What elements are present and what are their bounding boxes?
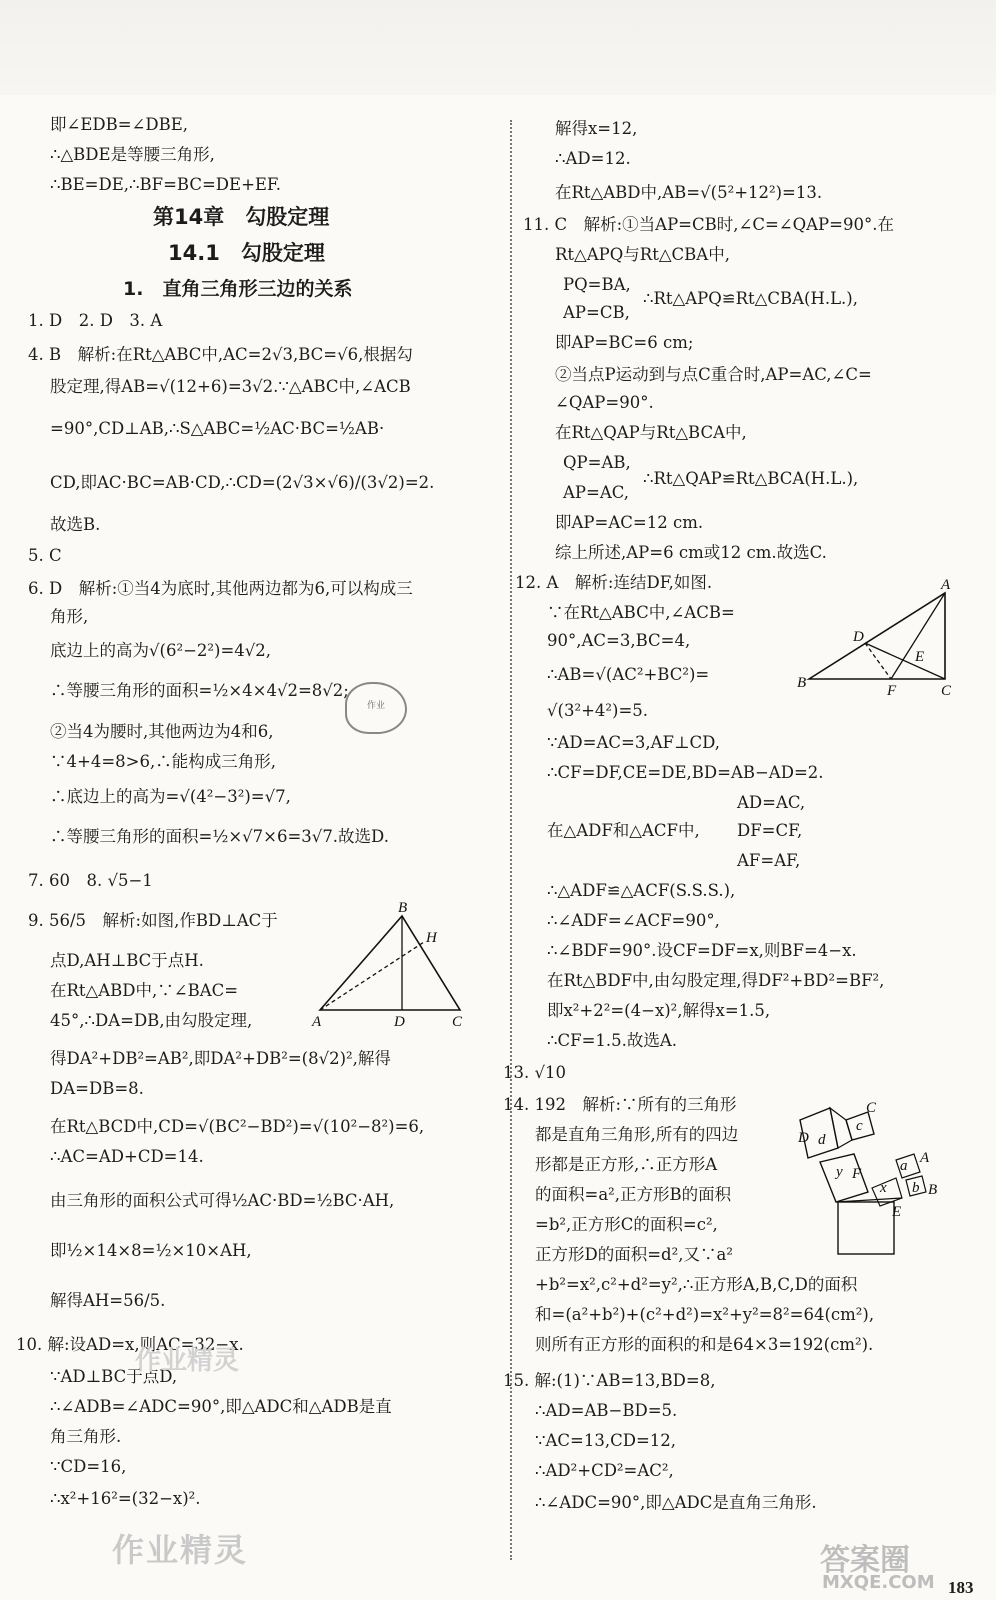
text-line: ∴等腰三角形的面积=½×√7×6=3√7.故选D.: [50, 827, 389, 846]
answer-15: 15. 解:(1)∵AB=13,BD=8,: [503, 1371, 716, 1390]
text-line: ∵在Rt△ABC中,∠ACB=: [547, 603, 735, 622]
label-B: B: [398, 900, 408, 916]
top-band: [0, 0, 996, 95]
label-F: F: [852, 1166, 862, 1182]
answer-9: 9. 56/5 解析:如图,作BD⊥AC于: [28, 911, 278, 930]
text-line: ∴x²+16²=(32−x)².: [50, 1489, 201, 1508]
label-E: E: [892, 1204, 902, 1220]
text-line: 解得AH=56/5.: [50, 1291, 166, 1310]
text-line: ∴CF=DF,CE=DE,BD=AB−AD=2.: [547, 763, 824, 782]
text-line: =b²,正方形C的面积=c²,: [535, 1215, 718, 1234]
figure-14-squares: [790, 1098, 960, 1258]
label-C: C: [452, 1014, 463, 1030]
label-b: b: [912, 1180, 920, 1196]
text-line: 综上所述,AP=6 cm或12 cm.故选C.: [555, 543, 827, 562]
text-line: 45°,∴DA=DB,由勾股定理,: [50, 1011, 253, 1030]
answer-13: 13. √10: [503, 1063, 566, 1082]
answer-5: 5. C: [28, 546, 62, 565]
text-line: AP=CB,: [563, 303, 630, 322]
text-line: 在Rt△BDF中,由勾股定理,得DF²+BD²=BF²,: [547, 971, 885, 990]
text-line: 角形,: [50, 607, 89, 626]
text-line: 即∠EDB=∠DBE,: [50, 115, 189, 134]
text-line: ∴等腰三角形的面积=½×4×4√2=8√2;: [50, 681, 349, 700]
text-line: ∴∠BDF=90°.设CF=DF=x,则BF=4−x.: [547, 941, 857, 960]
text-line: 在△ADF和△ACF中,: [547, 821, 700, 840]
label-H: H: [426, 930, 437, 946]
answer-1-3: 1. D 2. D 3. A: [28, 311, 163, 330]
text-line: 则所有正方形的面积的和是64×3=192(cm²).: [535, 1335, 874, 1354]
text-line: 角三角形.: [50, 1427, 122, 1446]
text-line: ∴∠ADB=∠ADC=90°,即△ADC和△ADB是直: [50, 1397, 392, 1416]
text-line: 在Rt△BCD中,CD=√(BC²−BD²)=√(10²−8²)=6,: [50, 1117, 425, 1136]
text-line: ∴∠ADC=90°,即△ADC是直角三角形.: [535, 1493, 817, 1512]
watermark: 作业精灵: [135, 1346, 240, 1376]
label-y: y: [836, 1164, 843, 1180]
text-line: CD,即AC·BC=AB·CD,∴CD=(2√3×√6)/(3√2)=2.: [50, 473, 435, 492]
text-line: 和=(a²+b²)+(c²+d²)=x²+y²=8²=64(cm²),: [535, 1305, 875, 1324]
text-line: Rt△APQ与Rt△CBA中,: [555, 245, 730, 264]
label-D: D: [798, 1130, 809, 1146]
text-line: ②当4为腰时,其他两边为4和6,: [50, 722, 274, 741]
text-line: 在Rt△ABD中,∵∠BAC=: [50, 981, 239, 1000]
label-C: C: [866, 1100, 877, 1116]
text-line: ∴AD=12.: [555, 149, 631, 168]
label-A: A: [920, 1150, 930, 1166]
label-F: F: [887, 683, 897, 699]
text-line: ∵AD⊥BC于点D,: [50, 1367, 178, 1386]
text-line: 由三角形的面积公式可得½AC·BD=½BC·AH,: [50, 1191, 395, 1210]
answer-4: 4. B 解析:在Rt△ABC中,AC=2√3,BC=√6,根据勾: [28, 345, 413, 364]
text-line: AP=AC,: [563, 483, 630, 502]
text-line: 正方形D的面积=d²,又∵a²: [535, 1245, 733, 1264]
text-line: ②当点P运动到与点C重合时,AP=AC,∠C=: [555, 365, 872, 384]
text-line: 故选B.: [50, 515, 101, 534]
label-B: B: [928, 1182, 938, 1198]
answer-11: 11. C 解析:①当AP=CB时,∠C=∠QAP=90°.在: [523, 215, 894, 234]
label-D: D: [394, 1014, 405, 1030]
text-line: 点D,AH⊥BC于点H.: [50, 951, 204, 970]
label-C: C: [941, 683, 952, 699]
text-line: ∴CF=1.5.故选A.: [547, 1031, 678, 1050]
answer-7-8: 7. 60 8. √5−1: [28, 871, 153, 890]
chapter-title: 第14章 勾股定理: [153, 205, 330, 229]
text-line: ∴AB=√(AC²+BC²)=: [547, 665, 710, 684]
answer-14: 14. 192 解析:∵所有的三角形: [503, 1095, 737, 1114]
figure-9-triangle: [312, 902, 472, 1032]
page-number: 183: [948, 1578, 974, 1597]
text-line: √(3²+4²)=5.: [547, 701, 649, 720]
column-divider: [510, 120, 512, 1560]
label-d: d: [818, 1132, 826, 1148]
text-line: ∴AC=AD+CD=14.: [50, 1147, 204, 1166]
answer-12: 12. A 解析:连结DF,如图.: [515, 573, 713, 592]
text-line: 得DA²+DB²=AB²,即DA²+DB²=(8√2)²,解得: [50, 1049, 391, 1068]
text-line: ∵AD=AC=3,AF⊥CD,: [547, 733, 720, 752]
watermark: 作业精灵: [112, 1531, 249, 1569]
text-line: +b²=x²,c²+d²=y²,∴正方形A,B,C,D的面积: [535, 1275, 858, 1294]
text-line: ∵AC=13,CD=12,: [535, 1431, 677, 1450]
text-line: 解得x=12,: [555, 119, 638, 138]
watermark: MXQE.COM: [822, 1572, 935, 1593]
answer-6: 6. D 解析:①当4为底时,其他两边都为6,可以构成三: [28, 579, 413, 598]
label-A: A: [312, 1014, 322, 1030]
text-line: ∴△ADF≌△ACF(S.S.S.),: [547, 881, 736, 900]
label-D: D: [853, 629, 864, 645]
text-line: 股定理,得AB=√(12+6)=3√2.∵△ABC中,∠ACB: [50, 377, 411, 396]
text-line: 90°,AC=3,BC=4,: [547, 631, 691, 650]
text-line: 在Rt△ABD中,AB=√(5²+12²)=13.: [555, 183, 823, 202]
text-line: ∴AD=AB−BD=5.: [535, 1401, 678, 1420]
text-line: ∵CD=16,: [50, 1457, 127, 1476]
label-B: B: [797, 675, 807, 691]
text-line: DA=DB=8.: [50, 1079, 144, 1098]
text-line: 都是直角三角形,所有的四边: [535, 1125, 739, 1144]
text-line: 形都是正方形,∴正方形A: [535, 1155, 718, 1174]
text-line: 在Rt△QAP与Rt△BCA中,: [555, 423, 747, 442]
text-line: 即AP=BC=6 cm;: [555, 333, 694, 352]
text-line: 底边上的高为√(6²−2²)=4√2,: [50, 641, 272, 660]
section-title: 14.1 勾股定理: [168, 241, 325, 265]
answer-10: 10. 解:设AD=x,则AC=32−x.: [16, 1335, 244, 1354]
figure-12-triangle: [795, 575, 965, 700]
text-line: ∵4+4=8>6,∴能构成三角形,: [50, 752, 276, 771]
stamp-mark: 作业: [345, 682, 407, 734]
text-line: AF=AF,: [737, 851, 801, 870]
label-E: E: [915, 649, 925, 665]
text-line: 即x²+2²=(4−x)²,解得x=1.5,: [547, 1001, 771, 1020]
text-line: ∠QAP=90°.: [555, 393, 654, 412]
text-line: ∴Rt△APQ≌Rt△CBA(H.L.),: [643, 289, 858, 308]
watermark: 答案圈: [820, 1543, 910, 1578]
text-line: DF=CF,: [737, 821, 803, 840]
text-line: =90°,CD⊥AB,∴S△ABC=½AC·BC=½AB·: [50, 419, 385, 438]
text-line: 的面积=a²,正方形B的面积: [535, 1185, 732, 1204]
text-line: 即AP=AC=12 cm.: [555, 513, 704, 532]
text-line: ∴Rt△QAP≌Rt△BCA(H.L.),: [643, 469, 859, 488]
text-line: ∴AD²+CD²=AC²,: [535, 1461, 674, 1480]
text-line: PQ=BA,: [563, 275, 631, 294]
text-line: ∴∠ADF=∠ACF=90°,: [547, 911, 720, 930]
text-line: QP=AB,: [563, 453, 631, 472]
label-c: c: [856, 1118, 863, 1134]
text-line: ∴BE=DE,∴BF=BC=DE+EF.: [50, 175, 282, 194]
label-A: A: [941, 577, 951, 593]
text-line: 即½×14×8=½×10×AH,: [50, 1241, 252, 1260]
label-a: a: [900, 1158, 908, 1174]
text-line: ∴底边上的高为=√(4²−3²)=√7,: [50, 787, 291, 806]
subsection-title: 1. 直角三角形三边的关系: [123, 278, 353, 300]
label-x: x: [880, 1180, 887, 1196]
text-line: ∴△BDE是等腰三角形,: [50, 145, 215, 164]
text-line: AD=AC,: [737, 793, 806, 812]
